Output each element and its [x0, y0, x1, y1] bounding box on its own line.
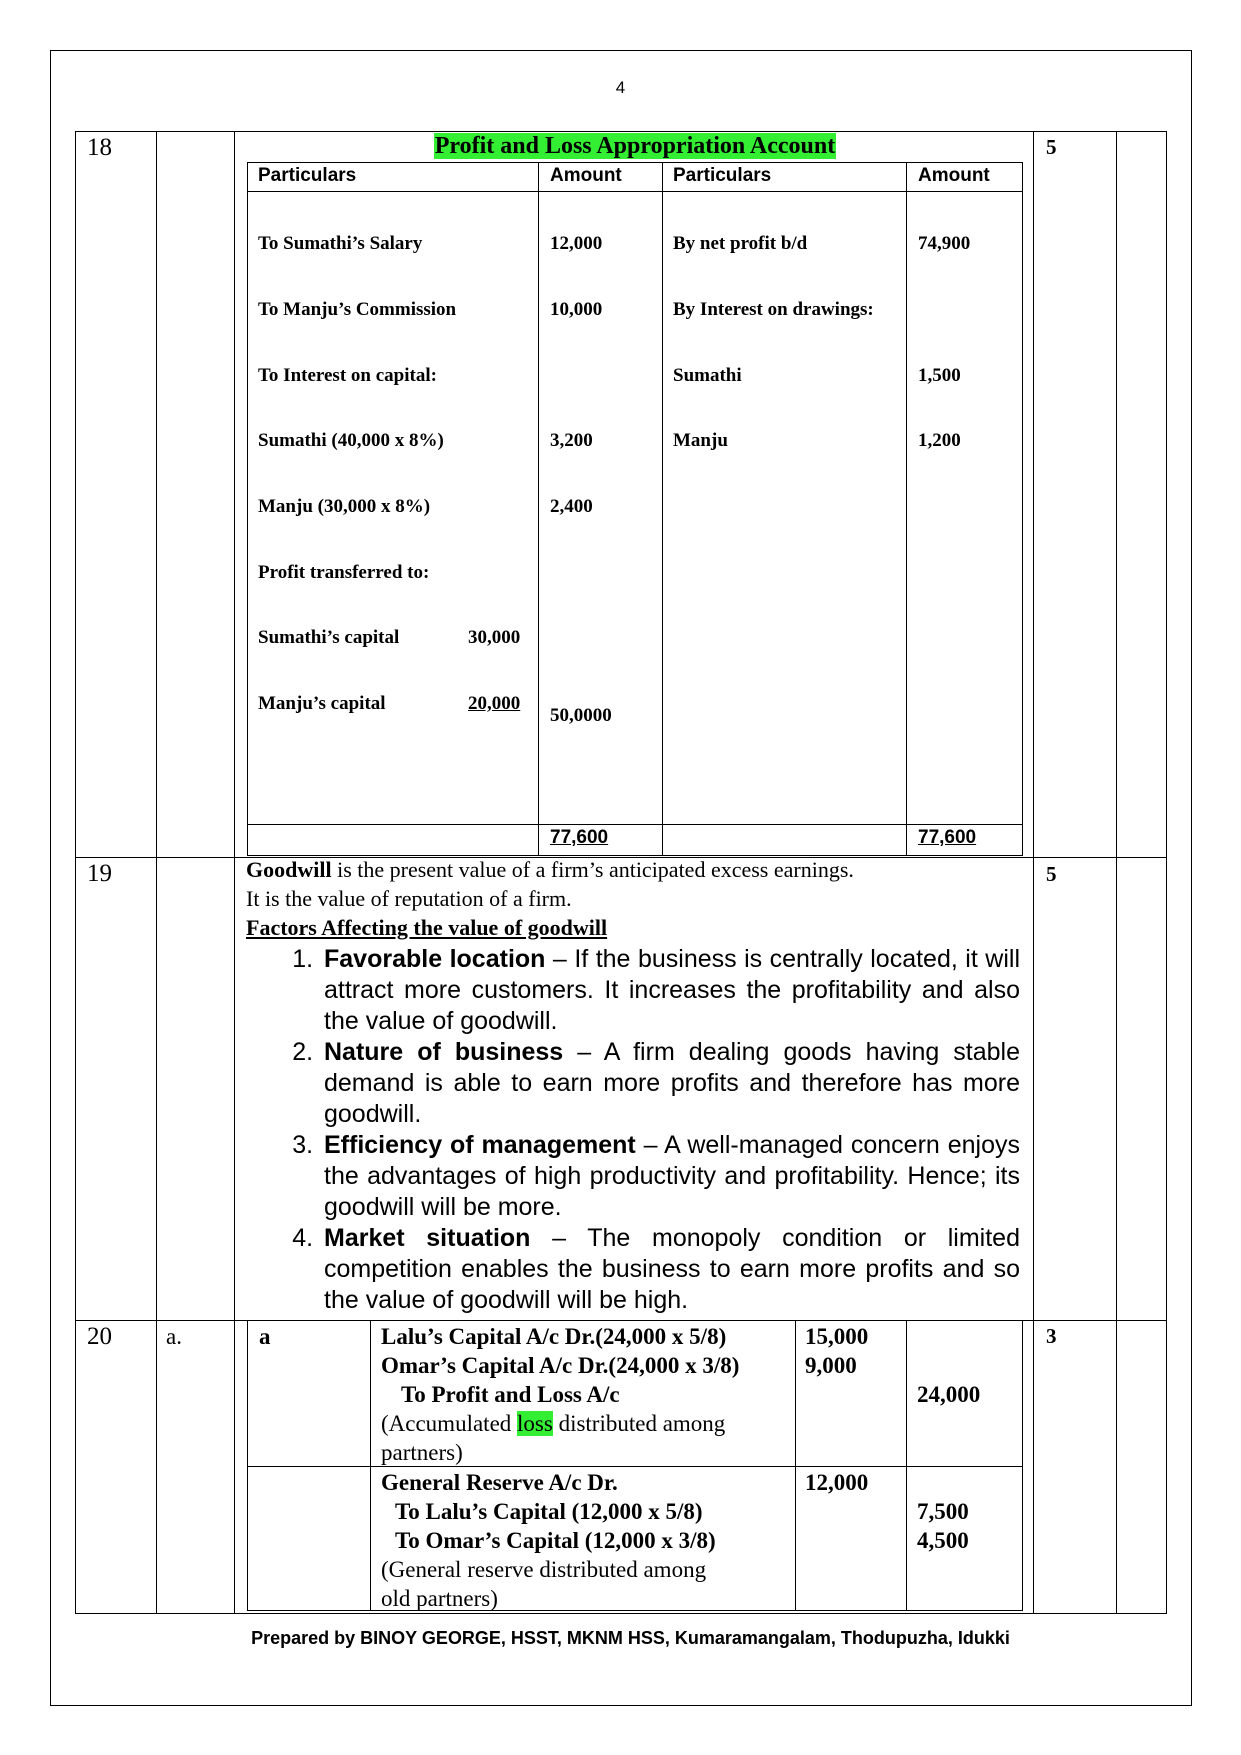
- credit-amount: 1,200: [918, 430, 961, 451]
- journal-credit-line: To Omar’s Capital (12,000 x 3/8): [395, 1528, 716, 1553]
- header-particulars-dr: Particulars: [258, 165, 357, 186]
- header-amount-dr: Amount: [550, 165, 622, 186]
- header-amount-cr: Amount: [918, 165, 990, 186]
- journal-credit-amount: 4,500: [917, 1528, 969, 1553]
- journal-narration-2: partners): [381, 1440, 463, 1465]
- journal-credit-amount: 24,000: [917, 1382, 981, 1407]
- total-debit: 77,600: [550, 827, 609, 848]
- account-title-wrap: [0, 133, 1241, 160]
- question-number-20: 20: [87, 1323, 112, 1350]
- credit-label: By Interest on drawings:: [673, 299, 874, 320]
- journal-narration: (General reserve distributed among: [381, 1557, 707, 1582]
- goodwill-definition-2: It is the value of reputation of a firm.: [246, 886, 572, 911]
- factor-title: Nature of business: [324, 1038, 564, 1066]
- factors-list: [246, 944, 1020, 1316]
- journal-debit-amount: 12,000: [805, 1470, 869, 1495]
- factor-item: [320, 1037, 1020, 1130]
- journal-debit-amount: 9,000: [805, 1353, 857, 1378]
- factor-item: [320, 944, 1020, 1037]
- narration-highlight: loss: [517, 1411, 553, 1436]
- debit-label: Sumathi (40,000 x 8%): [258, 430, 444, 451]
- account-title: Profit and Loss Appropriation Account: [434, 133, 836, 159]
- factor-text: – A well-managed concern enjoys the advantages of high productivity and profitability. Hence; its goodwill will be more.: [324, 1131, 1020, 1221]
- goodwill-answer: [246, 855, 1020, 1316]
- question-number-18: 18: [87, 134, 112, 161]
- journal-debit-line: Omar’s Capital A/c Dr.(24,000 x 3/8): [381, 1353, 740, 1378]
- debit-label: To Interest on capital:: [258, 365, 437, 386]
- credit-amount: 1,500: [918, 365, 961, 386]
- factor-item: [320, 1130, 1020, 1223]
- factor-text: – If the business is centrally located, it will attract more customers. It increases the profitability and also the value of goodwill.: [324, 945, 1020, 1035]
- factor-title: Efficiency of management: [324, 1131, 636, 1159]
- total-credit: 77,600: [918, 827, 977, 848]
- narration-text: distributed among: [552, 1411, 726, 1436]
- header-particulars-cr: Particulars: [673, 165, 772, 186]
- debit-amount: 3,200: [550, 430, 593, 451]
- question-number-19: 19: [87, 860, 112, 887]
- journal-debit-line: General Reserve A/c Dr.: [381, 1470, 618, 1495]
- debit-sub-amount: 30,000: [468, 627, 521, 648]
- factor-text: – The monopoly condition or limited competition enables the business to earn more profits and so the value of goodwill will be high.: [324, 1224, 1020, 1314]
- journal-debit-line: Lalu’s Capital A/c Dr.(24,000 x 5/8): [381, 1324, 727, 1349]
- page-number: 4: [615, 78, 626, 97]
- goodwill-term: Goodwill: [246, 857, 332, 882]
- journal-debit-amount: 15,000: [805, 1324, 869, 1349]
- factor-title: Market situation: [324, 1224, 531, 1252]
- goodwill-definition-text: is the present value of a firm’s anticipated excess earnings.: [331, 857, 854, 882]
- credit-amount: 74,900: [918, 233, 971, 254]
- goodwill-definition: [246, 855, 1020, 884]
- debit-amount: 10,000: [550, 299, 603, 320]
- journal-entry-label: a: [259, 1324, 271, 1349]
- factor-title: Favorable location: [324, 945, 546, 973]
- factors-heading: Factors Affecting the value of goodwill: [246, 915, 608, 940]
- debit-amount: 50,0000: [550, 705, 612, 726]
- debit-label: Manju (30,000 x 8%): [258, 496, 431, 517]
- debit-label: To Manju’s Commission: [258, 299, 457, 320]
- debit-label: Sumathi’s capital: [258, 627, 400, 648]
- debit-label: Profit transferred to:: [258, 562, 430, 583]
- debit-sub-amount: 20,000: [468, 693, 521, 714]
- marks-19: 5: [1046, 862, 1057, 886]
- debit-amount: 2,400: [550, 496, 593, 517]
- narration-text: (Accumulated: [381, 1411, 518, 1436]
- factor-text: – A firm dealing goods having stable demand is able to earn more profits and therefore has more goodwill.: [324, 1038, 1020, 1128]
- journal-narration: [381, 1409, 779, 1438]
- debit-label: To Sumathi’s Salary: [258, 233, 423, 254]
- journal-credit-amount: 7,500: [917, 1499, 969, 1524]
- credit-label: Manju: [673, 430, 728, 451]
- debit-label: Manju’s capital: [258, 693, 386, 714]
- journal-credit-line: To Lalu’s Capital (12,000 x 5/8): [395, 1499, 703, 1524]
- marks-18: 5: [1046, 135, 1057, 159]
- journal-narration-2: old partners): [381, 1586, 498, 1611]
- footer-credit: Prepared by BINOY GEORGE, HSST, MKNM HSS, Kumaramangalam, Thodupuzha, Idukki: [251, 1628, 1010, 1648]
- factor-item: [320, 1223, 1020, 1316]
- journal-credit-line: To Profit and Loss A/c: [401, 1382, 620, 1407]
- credit-label: Sumathi: [673, 365, 742, 386]
- question-part: a.: [166, 1324, 182, 1349]
- debit-amount: 12,000: [550, 233, 603, 254]
- credit-label: By net profit b/d: [673, 233, 808, 254]
- marks-20: 3: [1046, 1324, 1057, 1348]
